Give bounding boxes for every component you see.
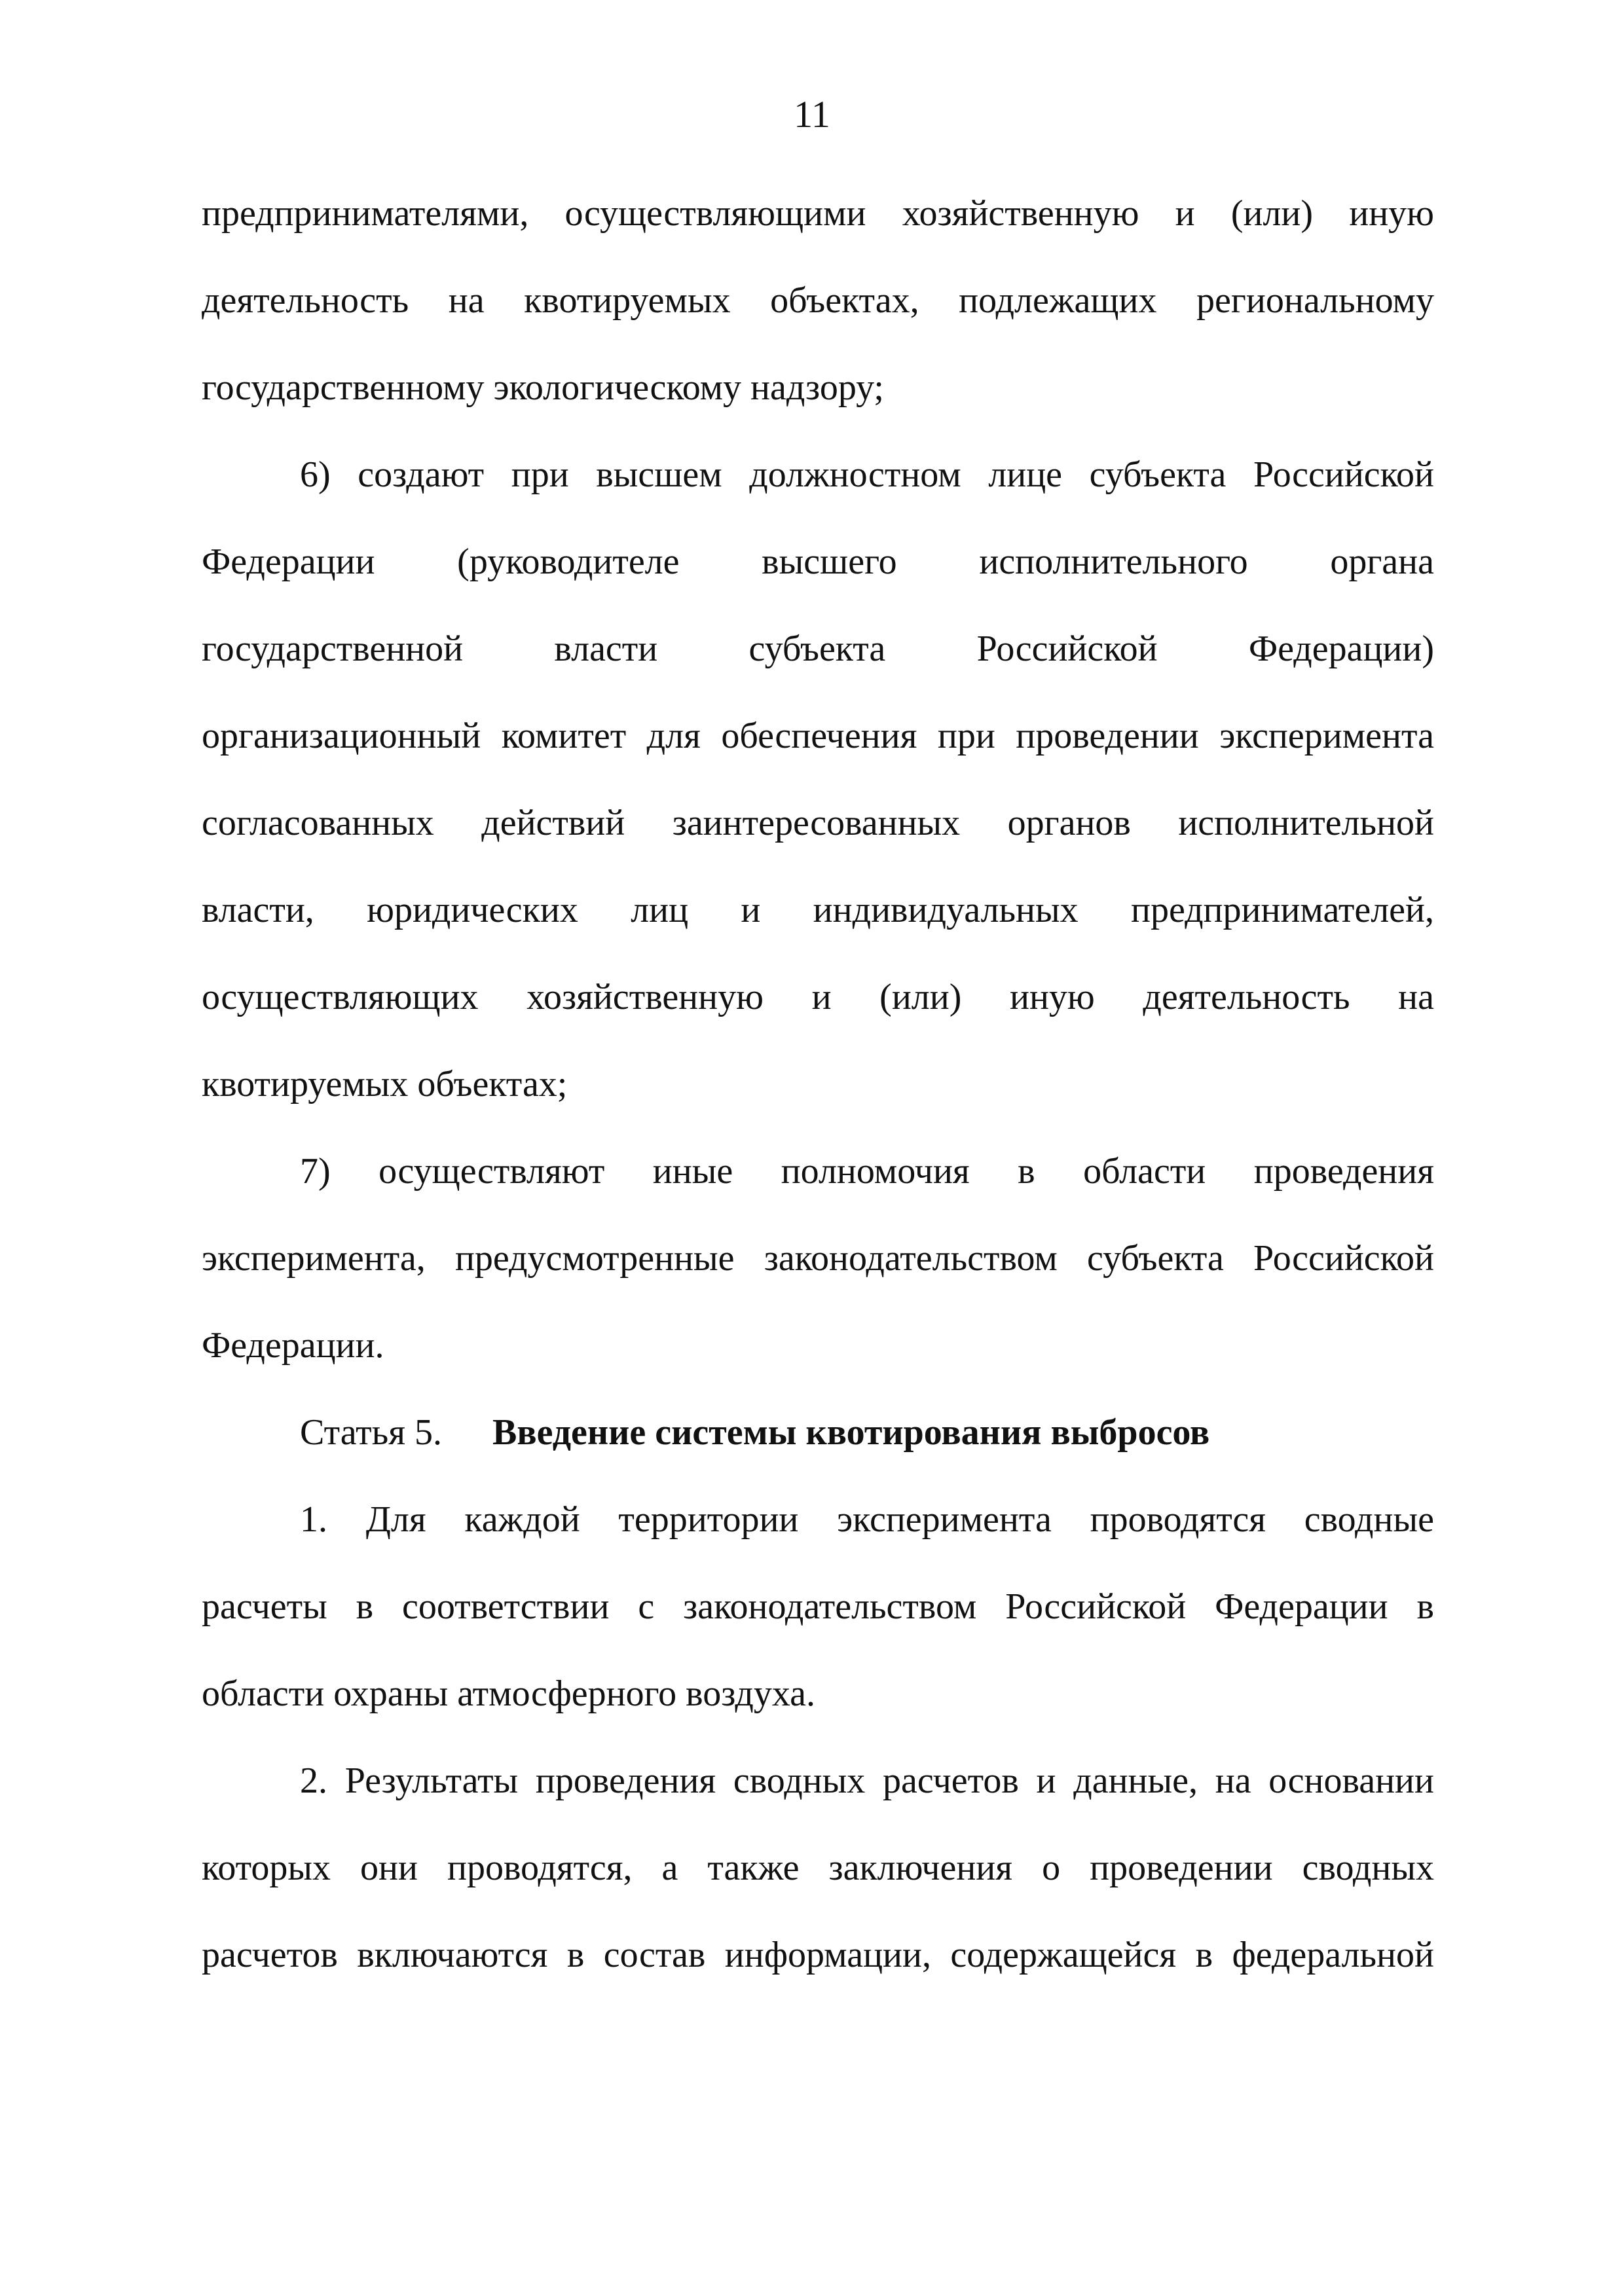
text-line: согласованных действий заинтересованных органов исполнительной (202, 803, 1434, 843)
text-line: Федерации (руководителе высшего исполнительного органа (202, 541, 1434, 582)
text-line: которых они проводятся, а также заключения о проведении сводных (202, 1848, 1434, 1888)
text-line: 1. Для каждой территории эксперимента проводятся сводные (300, 1499, 1434, 1540)
text-line: расчеты в соответствии с законодательством Российской Федерации в (202, 1586, 1434, 1627)
text-line: деятельность на квотируемых объектах, подлежащих региональному (202, 280, 1434, 321)
text-line: государственному экологическому надзору; (202, 367, 884, 408)
text-line: организационный комитет для обеспечения при проведении эксперимента (202, 716, 1434, 756)
text-line: предпринимателями, осуществляющими хозяйственную и (или) иную (202, 193, 1434, 234)
article-title: Введение системы квотирования выбросов (492, 1412, 1210, 1453)
text-line: 7) осуществляют иные полномочия в области проведения (300, 1151, 1434, 1192)
text-line: 2. Результаты проведения сводных расчетов и данные, на основании (300, 1760, 1434, 1801)
text-line: Федерации. (202, 1325, 384, 1366)
article-label: Статья 5. (300, 1412, 442, 1453)
text-line: эксперимента, предусмотренные законодательством субъекта Российской (202, 1238, 1434, 1279)
text-line: области охраны атмосферного воздуха. (202, 1673, 815, 1714)
text-line: осуществляющих хозяйственную и (или) иную деятельность на (202, 977, 1434, 1017)
text-line: квотируемых объектах; (202, 1064, 568, 1104)
text-line: расчетов включаются в состав информации, содержащейся в федеральной (202, 1935, 1434, 1975)
text-line: 6) создают при высшем должностном лице субъекта Российской (300, 454, 1434, 495)
page-number: 11 (794, 93, 830, 136)
text-line: государственной власти субъекта Российской Федерации) (202, 629, 1434, 669)
text-line: власти, юридических лиц и индивидуальных предпринимателей, (202, 890, 1434, 930)
